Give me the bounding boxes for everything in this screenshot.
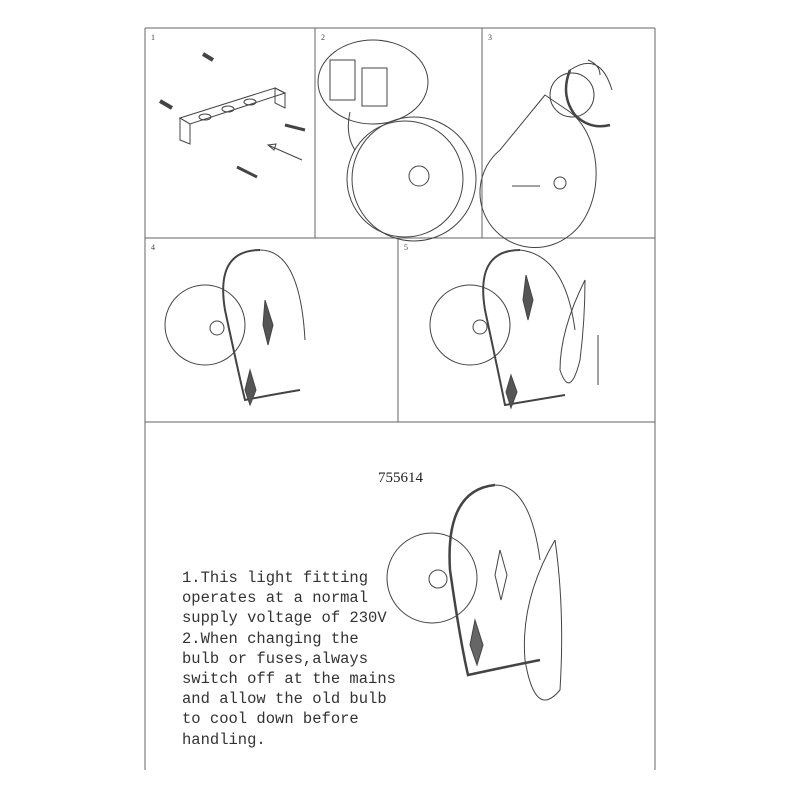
panel-number: 2 — [321, 33, 325, 42]
panel-number: 1 — [151, 33, 155, 42]
note-line: 1.This light fitting — [182, 569, 369, 587]
shade-illustration — [430, 250, 598, 408]
pendant-illustration — [165, 250, 305, 405]
note-line: handling. — [182, 730, 266, 749]
canopy-detail-illustration — [480, 60, 612, 248]
note-line: 2.When changing the — [182, 629, 359, 648]
note-line: operates at a normal — [182, 589, 369, 608]
panel-number: 4 — [151, 243, 155, 252]
note-line: switch off at the mains — [182, 670, 396, 689]
model-number: 755614 — [378, 470, 423, 486]
panel-number: 3 — [488, 33, 492, 42]
safety-notes — [182, 568, 396, 750]
wiring-illustration — [318, 40, 476, 241]
note-line: and allow the old bulb — [182, 690, 387, 709]
note-line: bulb or fuses,always — [182, 649, 369, 668]
bracket-illustration — [160, 54, 305, 177]
panel-number: 5 — [404, 243, 408, 252]
note-line: to cool down before — [182, 710, 359, 729]
product-illustration — [387, 485, 562, 700]
note-line: supply voltage of 230V — [182, 609, 387, 628]
